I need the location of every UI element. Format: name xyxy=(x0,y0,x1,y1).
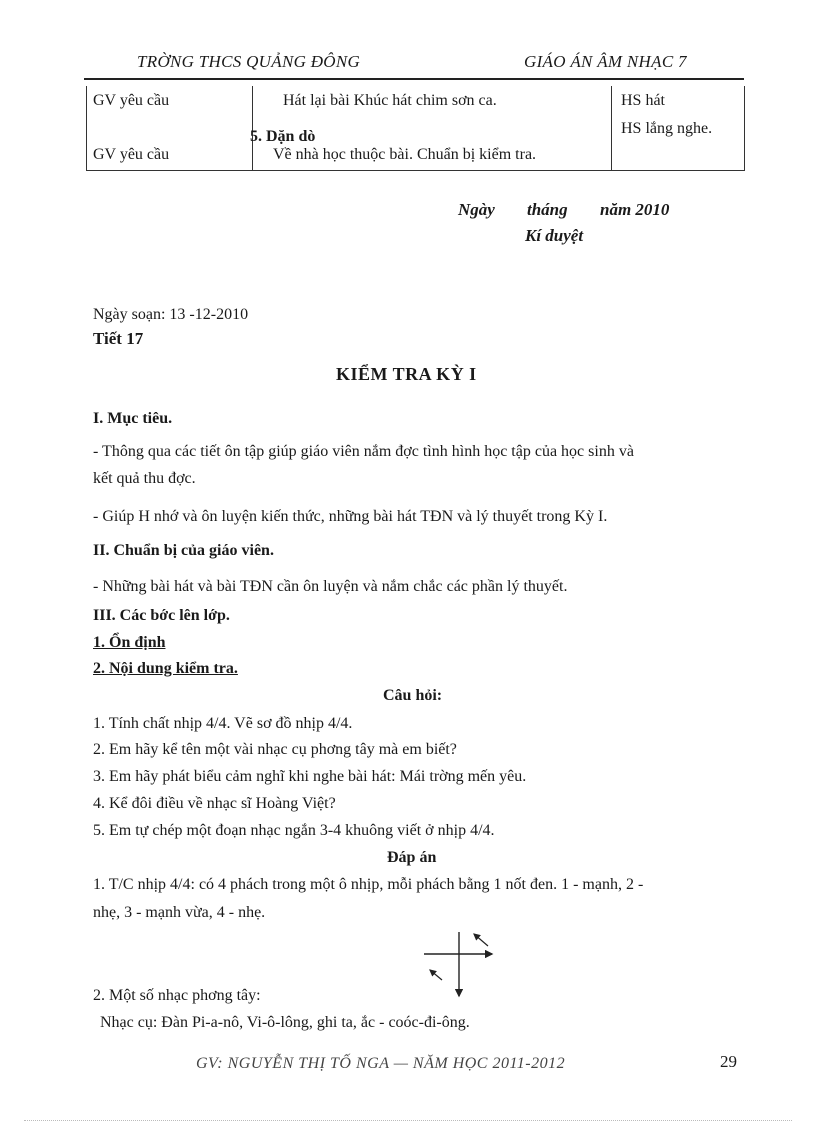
answers-heading: Đáp án xyxy=(387,849,437,866)
section-label xyxy=(248,128,315,146)
question-item: 5. Em tự chép một đoạn nhạc ngắn 3-4 khuông viết ở nhịp 4/4. xyxy=(93,822,495,839)
footer-author: GV: NGUYỄN THỊ TỐ NGA — NĂM HỌC 2011-2012 xyxy=(196,1055,566,1072)
section-heading: III. Các bớc lên lớp. xyxy=(93,607,230,624)
question-item: 4. Kể đôi điều về nhạc sĩ Hoàng Việt? xyxy=(93,795,336,812)
page-edge xyxy=(24,1120,792,1121)
question-item: 3. Em hãy phát biểu cảm nghĩ khi nghe bài hát: Mái trờng mến yêu. xyxy=(93,768,527,785)
content-cell: Về nhà học thuộc bài. Chuẩn bị kiểm tra. xyxy=(273,146,537,163)
content-cell: Hát lại bài Khúc hát chim sơn ca. xyxy=(283,92,497,109)
section-heading: II. Chuẩn bị của giáo viên. xyxy=(93,542,274,559)
table-divider xyxy=(611,86,612,170)
question-item: 2. Em hãy kể tên một vài nhạc cụ phơng tây mà em biết? xyxy=(93,741,457,758)
sig-month: tháng xyxy=(527,200,568,219)
paragraph: - Thông qua các tiết ôn tập giúp giáo viên nắm đợc tình hình học tập của học sinh và xyxy=(93,443,634,460)
header-rule xyxy=(84,78,744,80)
left-beat-arrow xyxy=(430,970,442,980)
questions-heading: Câu hỏi: xyxy=(383,687,443,704)
period-label: Tiết 17 xyxy=(93,329,144,348)
answer-text: Nhạc cụ: Đàn Pi-a-nô, Vi-ô-lông, ghi ta, ắc - coóc-đi-ông. xyxy=(100,1014,470,1031)
subsection-heading: 2. Nội dung kiểm tra. xyxy=(93,660,238,677)
sig-approved: Kí duyệt xyxy=(525,226,584,245)
paragraph: - Giúp H nhớ và ôn luyện kiến thức, những bài hát TĐN và lý thuyết trong Kỳ I. xyxy=(93,508,608,525)
header-doc-title: GIÁO ÁN ÂM NHẠC 7 xyxy=(524,52,687,71)
section-text: 5. Dặn dò xyxy=(250,128,316,145)
up-beat-arrow xyxy=(474,934,488,946)
question-item: 1. Tính chất nhịp 4/4. Vẽ sơ đồ nhịp 4/4. xyxy=(93,715,353,732)
student-cell: HS hát xyxy=(621,92,665,109)
sig-day: Ngày xyxy=(458,200,495,219)
paragraph: kết quả thu đợc. xyxy=(93,470,196,487)
page-number: 29 xyxy=(720,1052,737,1071)
answer-text: 1. T/C nhịp 4/4: có 4 phách trong một ô nhịp, mỗi phách bằng 1 nốt đen. 1 - mạnh, 2 - xyxy=(93,876,644,893)
page-title: KIỂM TRA KỲ I xyxy=(336,364,477,384)
teacher-cell: GV yêu cầu xyxy=(93,146,170,163)
header-school: TRỜNG THCS QUẢNG ĐÔNG xyxy=(137,52,361,71)
section-heading: I. Mục tiêu. xyxy=(93,410,173,427)
beat-pattern-diagram xyxy=(420,928,500,1003)
student-cell: HS lắng nghe. xyxy=(621,120,713,137)
activity-table xyxy=(86,86,745,171)
subsection-heading: 1. Ổn định xyxy=(93,634,166,651)
sig-year: năm 2010 xyxy=(600,200,670,219)
paragraph: - Những bài hát và bài TĐN cần ôn luyện và nắm chắc các phần lý thuyết. xyxy=(93,578,568,595)
prep-date: Ngày soạn: 13 -12-2010 xyxy=(93,306,249,323)
answer-text: nhẹ, 3 - mạnh vừa, 4 - nhẹ. xyxy=(93,904,266,921)
teacher-cell: GV yêu cầu xyxy=(93,92,170,109)
answer-text: 2. Một số nhạc phơng tây: xyxy=(93,987,261,1004)
